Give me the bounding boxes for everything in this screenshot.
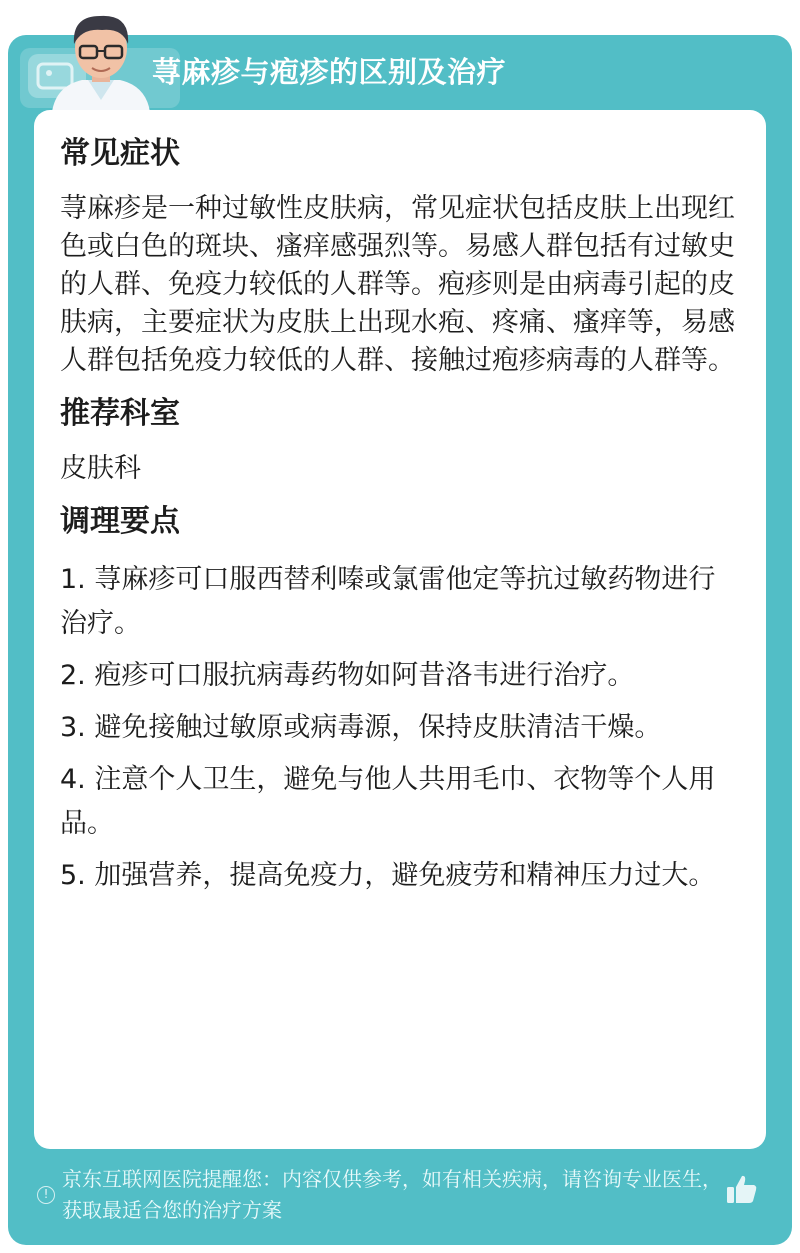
thumbs-up-icon[interactable] <box>724 1172 760 1208</box>
list-item: 5. 加强营养，提高免疫力，避免疲劳和精神压力过大。 <box>60 860 716 891</box>
list-item: 3. 避免接触过敏原或病毒源，保持皮肤清洁干燥。 <box>60 712 662 743</box>
department-text: 皮肤科 <box>60 453 141 484</box>
list-item: 4. 注意个人卫生，避免与他人共用毛巾、衣物等个人用品。 <box>60 764 716 839</box>
list-item: 2. 疱疹可口服抗病毒药物如阿昔洛韦进行治疗。 <box>60 660 635 691</box>
symptoms-heading: 常见症状 <box>60 136 180 171</box>
page-title: 荨麻疹与疱疹的区别及治疗 <box>152 55 507 89</box>
list-item: 1. 荨麻疹可口服西替利嗪或氯雷他定等抗过敏药物进行治疗。 <box>60 564 716 639</box>
info-icon: ! <box>37 1186 55 1204</box>
footer-notice: 京东互联网医院提醒您：内容仅供参考，如有相关疾病，请咨询专业医生，获取最适合您的治疗方案 <box>62 1167 722 1222</box>
doctor-avatar-icon <box>42 8 160 112</box>
care-heading: 调理要点 <box>60 504 180 539</box>
department-heading: 推荐科室 <box>60 396 180 431</box>
symptoms-text: 荨麻疹是一种过敏性皮肤病，常见症状包括皮肤上出现红色或白色的斑块、瘙痒感强烈等。易感人群包括有过敏史的人群、免疫力较低的人群等。疱疹则是由病毒引起的皮肤病，主要症状为皮肤上出现水疱、疼痛、瘙痒等，易感人群包括免疫力较低的人群、接触过疱疹病毒的人群等。 <box>60 193 735 376</box>
content-card <box>34 110 766 1149</box>
